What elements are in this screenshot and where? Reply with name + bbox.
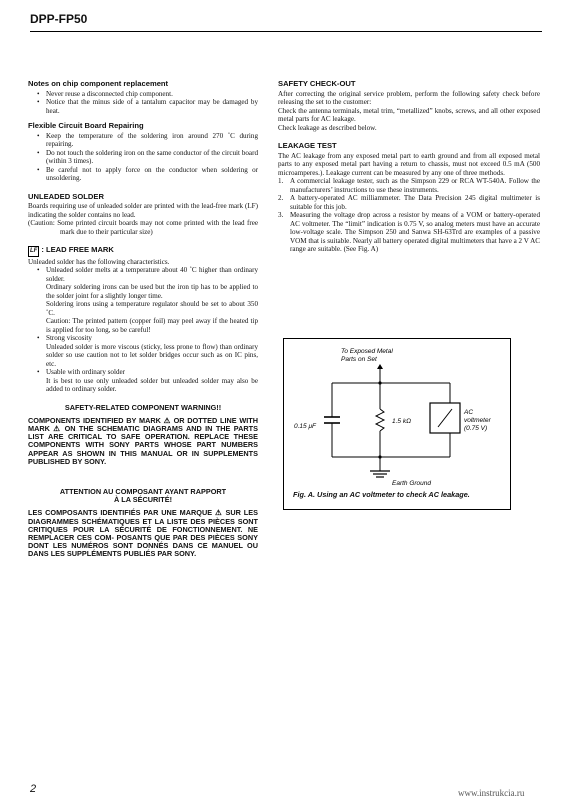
lf-intro: Unleaded solder has the following characteristics. bbox=[28, 257, 170, 266]
meter-label-3: (0.75 V) bbox=[464, 425, 488, 432]
leakage-body: The AC leakage from any exposed metal part to earth ground and from all exposed metal parts to any exposed metal part having a return to chassis, must not exceed 0.5 mA (500 microamperes.). Leakage current can be measured by any one of three methods. bbox=[278, 151, 540, 177]
unleaded-title: UNLEADED SOLDER bbox=[28, 191, 104, 201]
leakage-title: LEAKAGE TEST bbox=[278, 141, 337, 150]
lf-b1-para2: Ordinary soldering irons can be used but the iron tip has to be applied to the solder joint for a slightly longer time. bbox=[46, 283, 258, 300]
lf-bullet-1: • Unleaded solder melts at a temperature about 40 ˚C higher than ordinary solder. bbox=[46, 266, 258, 283]
ac-leakage-circuit-diagram bbox=[284, 339, 510, 509]
lf-b3-para2: It is best to use only unleaded solder but unleaded solder may also be added to ordinary solder. bbox=[46, 376, 258, 393]
lf-b1-para3: Soldering irons using a temperature regulator should be set to about 350 ˚C. bbox=[46, 300, 258, 317]
safety-body-3: Check leakage as described below. bbox=[278, 123, 377, 132]
lf-title: : LEAD FREE MARK bbox=[41, 245, 114, 254]
lf-list bbox=[28, 266, 258, 283]
left-column bbox=[28, 80, 258, 559]
lf-title-row bbox=[28, 246, 258, 257]
resistor-value: 1.5 kΩ bbox=[392, 418, 412, 425]
capacitor-value: 0.15 μF bbox=[294, 423, 316, 430]
safety-title: SAFETY CHECK-OUT bbox=[278, 79, 356, 88]
warning-fr-body: LES COMPOSANTS IDENTIFIÉS PAR UNE MARQUE ⚠ SUR LES DIAGRAMMES SCHÉMATIQUES ET LA LISTE DES PIÈCES SONT CRITIQUES POUR LA SÉCURITÉ DE FONCTIONNEMENT. NE REMPLACER CES COM- POSANTS QUE PAR DES PIÈCES SONY DONT LES NUMÉROS SONT DONNÉS DANS CE MANUEL OU DANS LES SUPPLÉMENTS PUBLIÉS PAR SONY. bbox=[28, 508, 258, 559]
leakage-method-2: 2. A battery-operated AC milliammeter. The Data Precision 245 digital multimeter is suitable for this job. bbox=[278, 194, 540, 211]
warning-fr-title-1: ATTENTION AU COMPOSANT AYANT RAPPORT bbox=[59, 486, 227, 496]
warning-fr-title-2: À LA SÉCURITÉ! bbox=[113, 495, 173, 505]
flex-title: Flexible Circuit Board Repairing bbox=[28, 121, 144, 130]
header-rule bbox=[30, 31, 542, 32]
warning-en-title: SAFETY-RELATED COMPONENT WARNING!! bbox=[64, 402, 222, 412]
lf-b1-para4: Caution: The printed pattern (copper foil) may peel away if the heated tip is applied for too long, so be careful! bbox=[46, 317, 258, 334]
label-exposed-metal-2: Parts on Set bbox=[341, 356, 377, 363]
leakage-method-1: 1. A commercial leakage tester, such as the Simpson 229 or RCA WT-540A. Follow the manufacturers’ instructions to use these instruments. bbox=[278, 177, 540, 194]
figure-caption: Fig. A. Using an AC voltmeter to check AC leakage. bbox=[293, 490, 470, 499]
lf-bullet-3: • Usable with ordinary solder bbox=[46, 368, 258, 377]
safety-body-2: Check the antenna terminals, metal trim, “metallized” knobs, screws, and all other exposed metal parts for AC leakage. bbox=[278, 106, 540, 123]
chip-bullet-1: • Never reuse a disconnected chip component. bbox=[46, 90, 258, 99]
right-column bbox=[278, 80, 540, 254]
flex-list bbox=[28, 132, 258, 183]
figure-a-frame bbox=[283, 338, 511, 510]
watermark: www.instrukcia.ru bbox=[458, 788, 525, 798]
safety-body-1: After correcting the original service problem, perform the following safety check before releasing the set to the customer: bbox=[278, 89, 540, 106]
flex-bullet-1: • Keep the temperature of the soldering iron around 270 ˚C during repairing. bbox=[46, 132, 258, 149]
label-exposed-metal-1: To Exposed Metal bbox=[341, 348, 393, 355]
unleaded-text: Boards requiring use of unleaded solder are printed with the lead-free mark (LF) indicating the solder contains no lead. bbox=[28, 202, 258, 219]
leakage-methods bbox=[278, 177, 540, 254]
chip-bullet-2: • Notice that the minus side of a tantalum capacitor may be damaged by heat. bbox=[46, 98, 258, 115]
chip-list bbox=[28, 90, 258, 116]
earth-ground-label: Earth Ground bbox=[392, 480, 432, 487]
page-number: 2 bbox=[30, 783, 37, 795]
leakage-method-3: 3. Measuring the voltage drop across a resistor by means of a VOM or battery-operated AC voltmeter. The “limit” indication is 0.75 V, so analog meters must have an accurate low-voltage scale. The Simpson 250 and Sanwa SH-63Trd are examples of a passive VOM that is suitable. Nearly all battery operated digital multimeters that have a 2 V AC range are suitable. (See Fig. A) bbox=[278, 211, 540, 253]
chip-title: Notes on chip component replacement bbox=[28, 79, 169, 88]
lf-b2-para2: Unleaded solder is more viscous (sticky, less prone to flow) than ordinary solder so use caution not to let solder bridges occur such as on IC pins, etc. bbox=[46, 342, 258, 368]
page-header-model: DPP-FP50 bbox=[30, 12, 88, 26]
meter-label-2: voltmeter bbox=[464, 417, 491, 424]
unleaded-caution: (Caution: Some printed circuit boards may not come printed with the lead free mark due to their particular size) bbox=[28, 219, 258, 236]
flex-bullet-2: • Do not touch the soldering iron on the same conductor of the circuit board (within 3 times). bbox=[46, 149, 258, 166]
lf-bullet-2: • Strong viscosity bbox=[46, 334, 258, 343]
meter-label-1: AC bbox=[464, 409, 474, 416]
warning-en-body: COMPONENTS IDENTIFIED BY MARK ⚠ OR DOTTED LINE WITH MARK ⚠ ON THE SCHEMATIC DIAGRAMS AND IN THE PARTS LIST ARE CRITICAL TO SAFE OPERATION. REPLACE THESE COMPONENTS WITH SONY PARTS WHOSE PART NUMBERS APPEAR AS SHOWN IN THIS MANUAL OR IN SUPPLEMENTS PUBLISHED BY SONY. bbox=[28, 415, 258, 466]
flex-bullet-3: • Be careful not to apply force on the conductor when soldering or unsoldering. bbox=[46, 166, 258, 183]
lf-mark-icon: LF bbox=[28, 246, 39, 257]
